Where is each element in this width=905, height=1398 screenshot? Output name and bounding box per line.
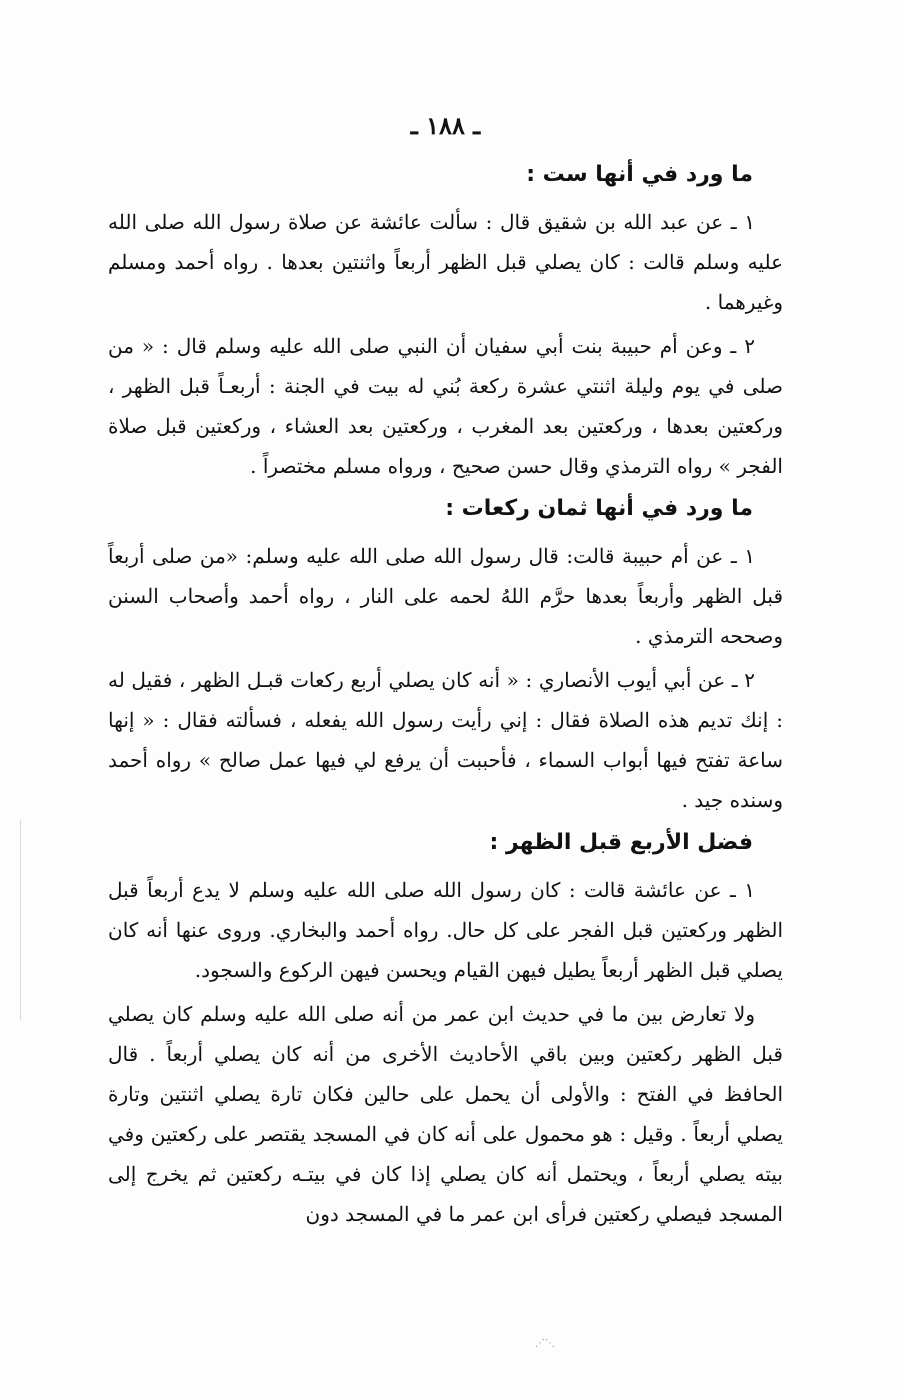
hadith-paragraph: ٢ ـ عن أبي أيوب الأنصاري : « أنه كان يصلي أربع ركعات قبـل الظهر ، فقيل له : إنك تديم هذه الصلاة فقال : إني رأيت رسول الله يفعله ، فسألته فقال : « إنها ساعة تفتح فيها أبواب السماء ، فأحببت أن يرفع لي فيها عمل صالح » رواه أحمد وسنده جيد . xyxy=(108,668,783,812)
hadith-paragraph: ١ ـ عن عبد الله بن شقيق قال : سألت عائشة عن صلاة رسول الله صلى الله عليه وسلم قالت : كان يصلي قبل الظهر أربعاً واثنتين بعدها . رواه أحمد ومسلم وغيرهما . xyxy=(108,210,783,314)
hadith-paragraph: ١ ـ عن أم حبيبة قالت: قال رسول الله صلى الله عليه وسلم: «من صلى أربعاً قبل الظهر وأربعاً بعدها حرَّم اللهُ لحمه على النار ، رواه أحمد وأصحاب السنن وصححه الترمذي . xyxy=(108,544,783,648)
commentary-paragraph: ولا تعارض بين ما في حديث ابن عمر من أنه صلى الله عليه وسلم كان يصلي قبل الظهر ركعتين وبين باقي الأحاديث الأخرى من أنه كان يصلي أربعاً . قال الحافظ في الفتح : والأولى أن يحمل على حالين فكان تارة يصلي اثنتين وتارة يصلي أربعاً . وقيل : هو محمول على أنه كان في المسجد يقتصر على ركعتين وفي بيته يصلي أربعاً ، ويحتمل أنه كان يصلي إذا كان في بيتـه ركعتين ثم يخرج إلى المسجد فيصلي ركعتين فرأى ابن عمر ما في المسجد دون xyxy=(108,1002,783,1226)
section-heading-virtue: فضل الأربع قبل الظهر : xyxy=(489,830,753,855)
hadith-paragraph: ١ ـ عن عائشة قالت : كان رسول الله صلى الله عليه وسلم لا يدع أربعاً قبل الظهر وركعتين قبل الفجر على كل حال. رواه أحمد والبخاري. وروى عنها أنه كان يصلي قبل الظهر أربعاً يطيل فيهن القيام ويحسن فيهن الركوع والسجود. xyxy=(108,878,783,982)
section-heading-eight: ما ورد في أنها ثمان ركعات : xyxy=(445,496,753,521)
scan-margin-mark xyxy=(20,820,21,1020)
hadith-paragraph: ٢ ـ وعن أم حبيبة بنت أبي سفيان أن النبي صلى الله عليه وسلم قال : « من صلى في يوم وليلة اثنتي عشرة ركعة بُني له بيت في الجنة : أربعـاً قبل الظهر ، وركعتين بعدها ، وركعتين بعد المغرب ، وركعتين بعد العشاء ، وركعتين قبل صلاة الفجر » رواه الترمذي وقال حسن صحيح ، ورواه مسلم مختصراً . xyxy=(108,334,783,478)
section-heading-six: ما ورد في أنها ست : xyxy=(526,162,753,187)
scan-speck: ⋰⋱ xyxy=(535,1338,555,1349)
page-content xyxy=(108,100,783,1238)
page-number: ـ ١٨٨ ـ xyxy=(410,111,481,140)
